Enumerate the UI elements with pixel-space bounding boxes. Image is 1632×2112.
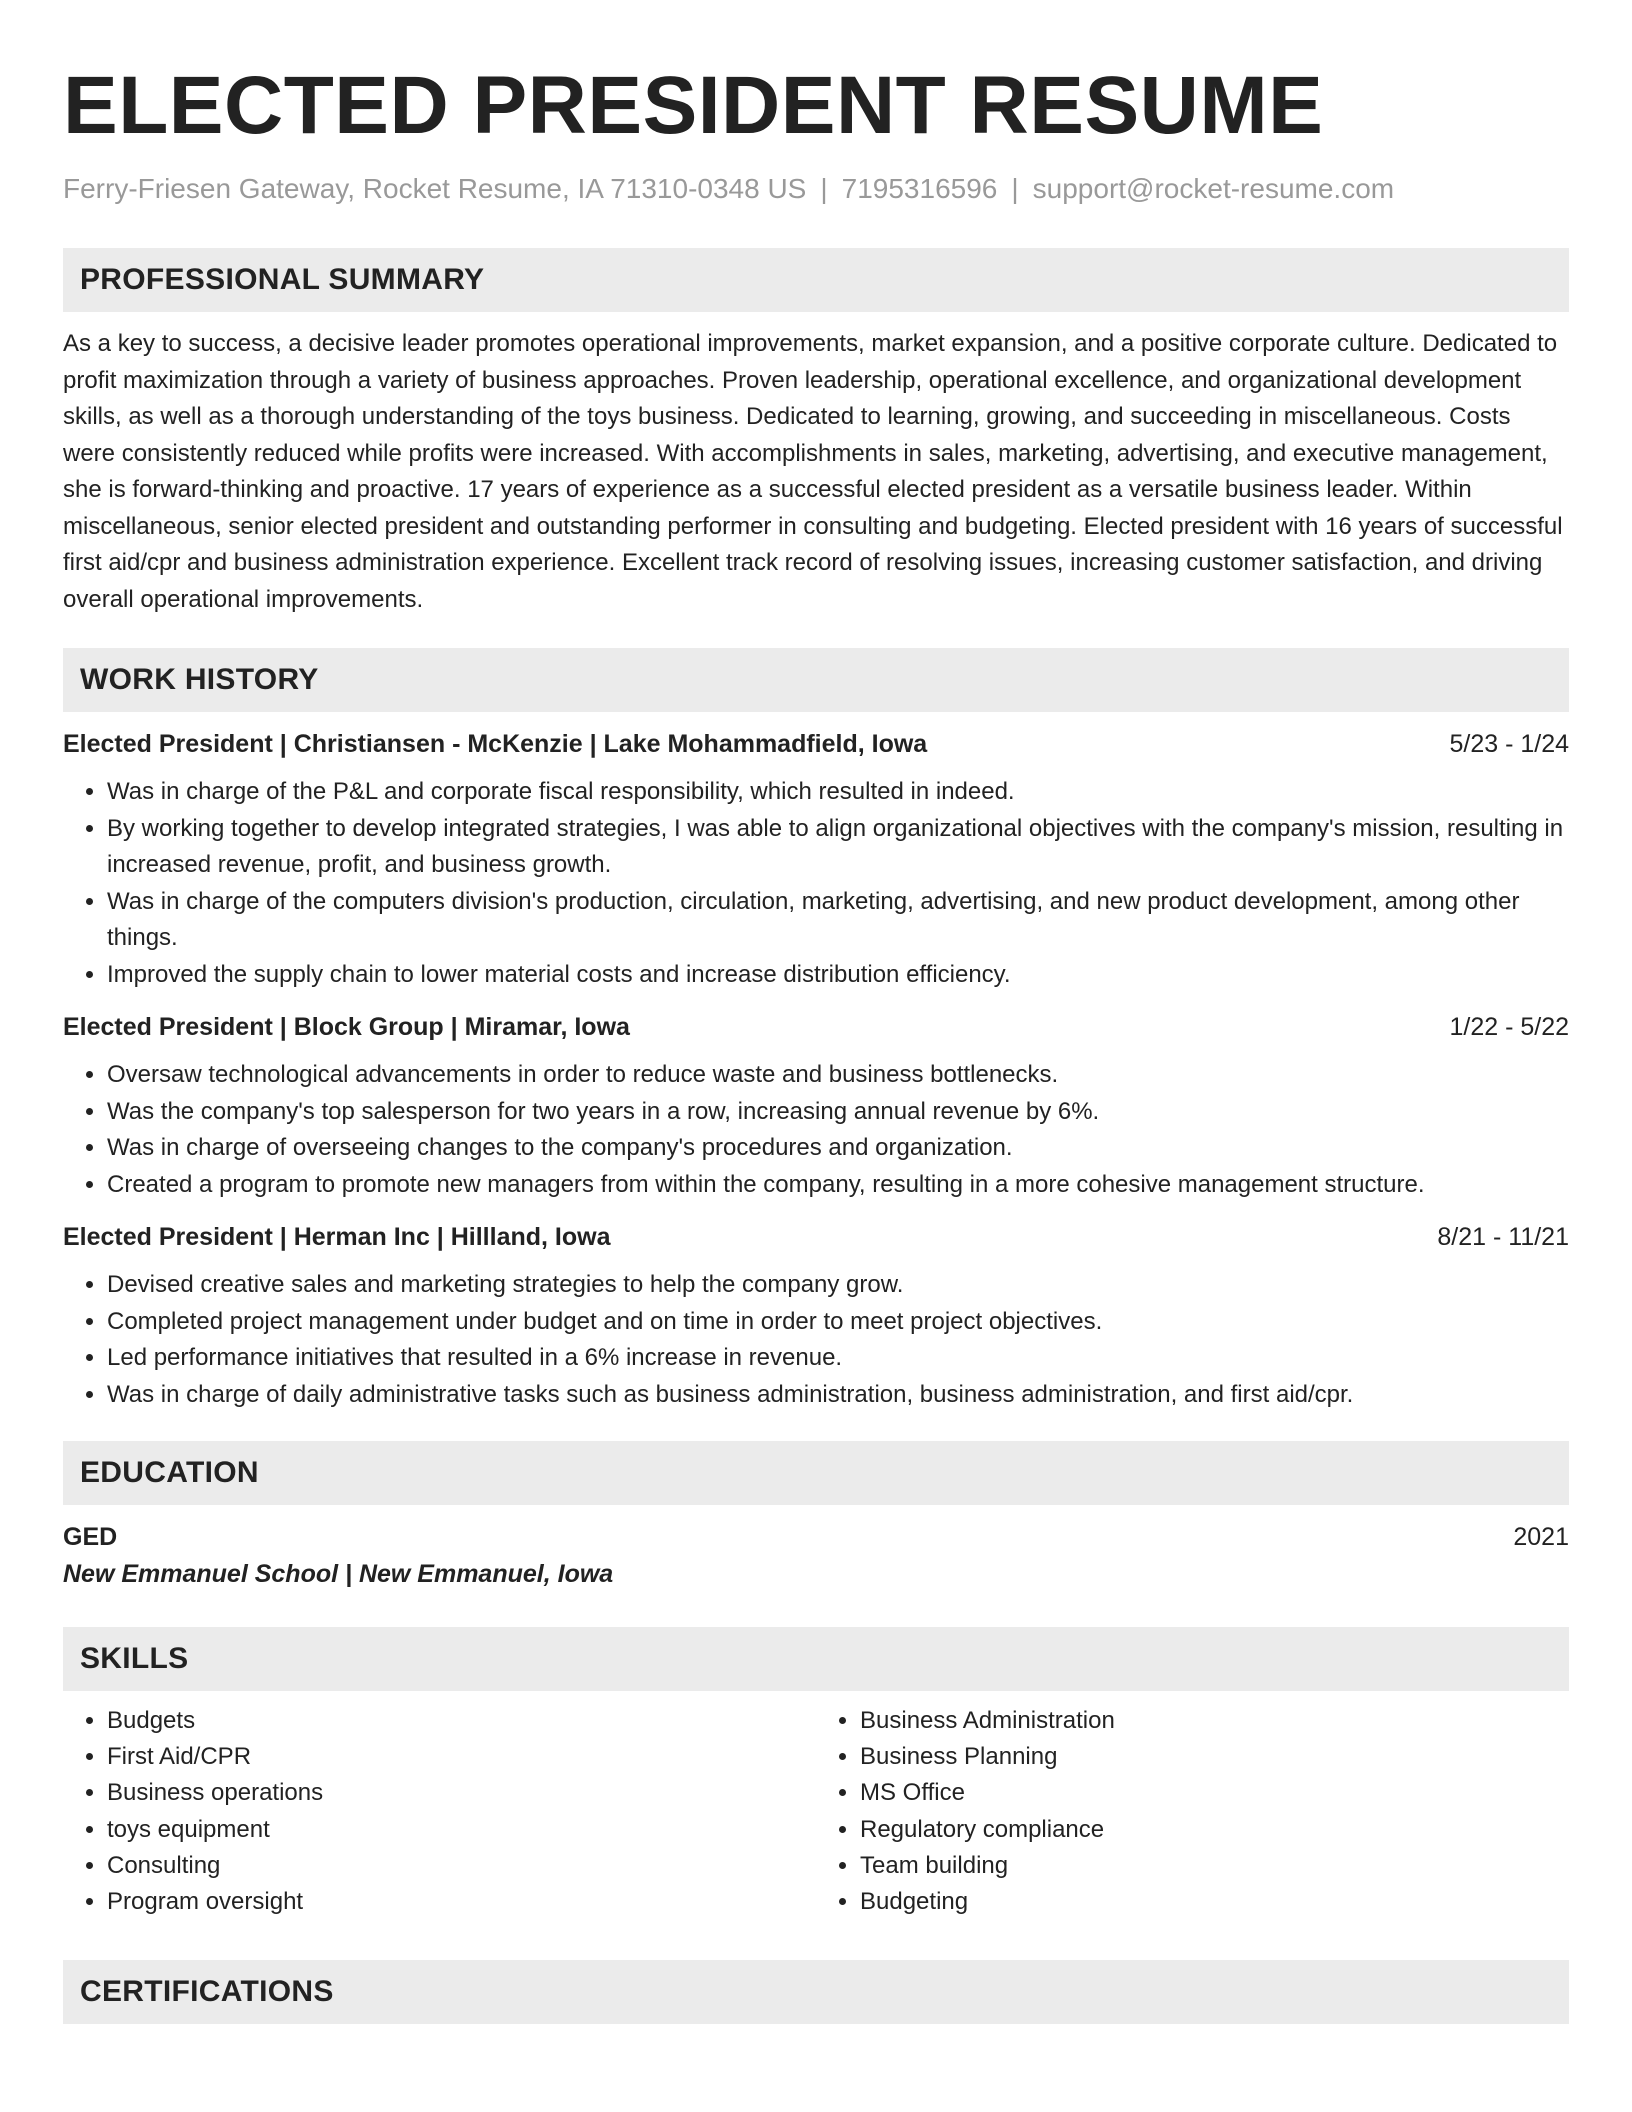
job-bullet: • Oversaw technological advancements in order to reduce waste and business bottlenecks. — [107, 1057, 1569, 1094]
skill-item: • Budgeting — [860, 1884, 1569, 1920]
skill-item: • Business Planning — [860, 1739, 1569, 1775]
job-header — [63, 1009, 1569, 1045]
skill-item: • MS Office — [860, 1775, 1569, 1811]
section-header-education — [63, 1441, 1569, 1505]
skill-item: • Consulting — [107, 1848, 816, 1884]
job-bullet: • Completed project management under budget and on time in order to meet project objectives. — [107, 1304, 1569, 1341]
job-bullet: • Devised creative sales and marketing strategies to help the company grow. — [107, 1267, 1569, 1304]
job-dates: 1/22 - 5/22 — [1449, 1013, 1569, 1041]
section-header-summary — [63, 248, 1569, 312]
contact-email: support@rocket-resume.com — [1032, 173, 1395, 204]
job-bullet: • Was in charge of daily administrative tasks such as business administration, business administration, and first aid/cpr. — [107, 1377, 1569, 1414]
resume-title: ELECTED PRESIDENT RESUME — [63, 60, 1324, 151]
education-year: 2021 — [1513, 1523, 1569, 1551]
job-title: Elected President | Block Group | Miramar, Iowa — [63, 1013, 630, 1041]
job-title: Elected President | Christiansen - McKenzie | Lake Mohammadfield, Iowa — [63, 730, 928, 758]
contact-address: Ferry-Friesen Gateway, Rocket Resume, IA 71310-0348 US — [63, 173, 807, 204]
job-dates: 8/21 - 11/21 — [1437, 1223, 1569, 1251]
skill-item: • Team building — [860, 1848, 1569, 1884]
skill-item: • Business Administration — [860, 1703, 1569, 1739]
skill-item: • Budgets — [107, 1703, 816, 1739]
job-bullet: • Was the company's top salesperson for two years in a row, increasing annual revenue by 6%. — [107, 1094, 1569, 1131]
education-degree: GED — [63, 1523, 118, 1551]
skill-item: • First Aid/CPR — [107, 1739, 816, 1775]
contact-separator: | — [820, 173, 828, 204]
section-title: EDUCATION — [80, 1456, 259, 1489]
education-header — [63, 1519, 1569, 1555]
job-header — [63, 1219, 1569, 1255]
section-title: WORK HISTORY — [80, 663, 319, 696]
job-bullet: • Was in charge of overseeing changes to the company's procedures and organization. — [107, 1130, 1569, 1167]
skills-column-right — [816, 1703, 1569, 1920]
section-title: CERTIFICATIONS — [80, 1975, 334, 2009]
contact-separator: | — [1011, 173, 1019, 204]
job-bullet: • Improved the supply chain to lower material costs and increase distribution efficiency. — [107, 957, 1569, 994]
job-bullet: • Was in charge of the computers division's production, circulation, marketing, advertising, and new product development, among other things. — [107, 884, 1569, 957]
skill-item: • Business operations — [107, 1775, 816, 1811]
education-entry — [63, 1519, 1569, 1593]
section-header-skills — [63, 1627, 1569, 1691]
summary-paragraph: As a key to success, a decisive leader promotes operational improvements, market expansion, and a positive corporate culture. Dedicated to profit maximization through a variety of business approaches. Proven leadership, operational excellence, and organizational development skills, as well as a thorough understanding of the toys business. Dedicated to learning, growing, and succeeding in miscellaneous. Costs were consistently reduced while profits were increased. With accomplishments in sales, marketing, advertising, and executive management, she is forward-thinking and proactive. 17 years of experience as a successful elected president as a versatile business leader. Within miscellaneous, senior elected president and outstanding performer in consulting and budgeting. Elected president with 16 years of successful first aid/cpr and business administration experience. Excellent track record of resolving issues, increasing customer satisfaction, and driving overall operational improvements. — [63, 330, 1563, 613]
job-bullets — [63, 1267, 1569, 1413]
contact-line — [63, 170, 1569, 208]
skill-item: • toys equipment — [107, 1812, 816, 1848]
education-school: New Emmanuel School | New Emmanuel, Iowa — [63, 1560, 614, 1588]
job-bullets — [63, 774, 1569, 993]
job-dates: 5/23 - 1/24 — [1449, 730, 1569, 758]
skills-column-left — [63, 1703, 816, 1920]
job-bullet: • Created a program to promote new managers from within the company, resulting in a more cohesive management structure. — [107, 1167, 1569, 1204]
job-bullet: • Was in charge of the P&L and corporate fiscal responsibility, which resulted in indeed. — [107, 774, 1569, 811]
job-bullets — [63, 1057, 1569, 1203]
job-bullet: • By working together to develop integrated strategies, I was able to align organizational objectives with the company's mission, resulting in increased revenue, profit, and business growth. — [107, 811, 1569, 884]
section-title: SKILLS — [80, 1642, 189, 1675]
contact-phone: 7195316596 — [841, 173, 998, 204]
skill-item: • Regulatory compliance — [860, 1812, 1569, 1848]
skill-item: • Program oversight — [107, 1884, 816, 1920]
skills-list — [63, 1703, 1569, 1920]
section-header-work — [63, 648, 1569, 712]
job-entry — [63, 726, 1569, 993]
job-entry — [63, 1219, 1569, 1413]
job-header — [63, 726, 1569, 762]
section-title: PROFESSIONAL SUMMARY — [80, 263, 485, 296]
job-bullet: • Led performance initiatives that resulted in a 6% increase in revenue. — [107, 1340, 1569, 1377]
job-title: Elected President | Herman Inc | Hillland, Iowa — [63, 1223, 611, 1251]
job-entry — [63, 1009, 1569, 1203]
section-header-certifications — [63, 1960, 1569, 2024]
